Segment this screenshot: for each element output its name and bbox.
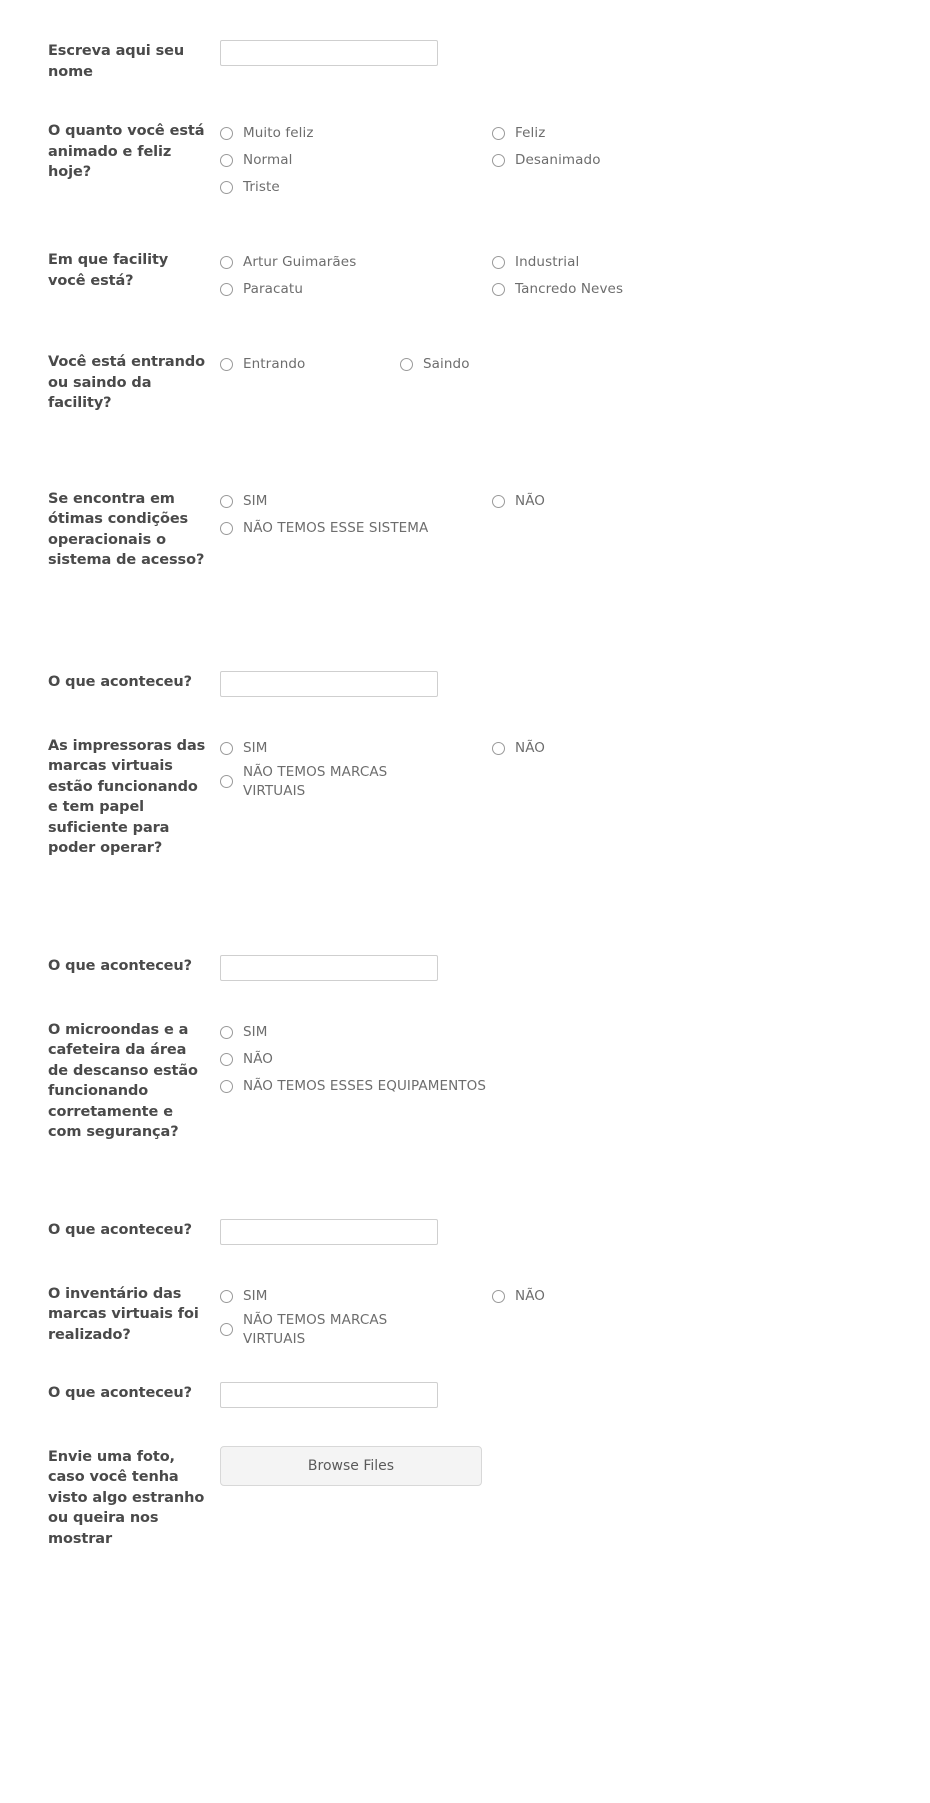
radio-circle-icon[interactable] bbox=[220, 1053, 233, 1066]
question-label: Envie uma foto, caso você tenha visto algo estranho ou queira nos mostrar bbox=[48, 1448, 205, 1547]
radio-label: NÃO bbox=[515, 492, 546, 509]
radio-label: NÃO bbox=[515, 739, 546, 756]
radio-option-muito-feliz[interactable] bbox=[220, 120, 492, 147]
radio-column-left bbox=[220, 1283, 492, 1350]
radio-option-nao-temos-marcas-virtuais[interactable] bbox=[220, 762, 492, 802]
question-label: O que aconteceu? bbox=[48, 1384, 192, 1401]
radio-option-saindo[interactable] bbox=[400, 351, 580, 378]
radio-label: Entrando bbox=[243, 356, 306, 372]
radio-label: Industrial bbox=[515, 254, 580, 270]
radio-circle-icon[interactable] bbox=[492, 1290, 505, 1303]
question-what-happened-1 bbox=[0, 671, 930, 697]
radio-circle-icon[interactable] bbox=[220, 1323, 233, 1336]
question-photo-upload bbox=[0, 1446, 930, 1550]
radio-circle-icon[interactable] bbox=[220, 775, 233, 788]
radio-column-left bbox=[220, 1019, 930, 1100]
radio-label: NÃO TEMOS ESSE SISTEMA bbox=[243, 519, 429, 536]
radio-label: Triste bbox=[243, 179, 280, 195]
radio-label: NÃO TEMOS ESSES EQUIPAMENTOS bbox=[243, 1077, 487, 1094]
radio-column-right bbox=[400, 351, 580, 378]
radio-option-triste[interactable] bbox=[220, 174, 492, 201]
radio-label: SIM bbox=[243, 1023, 268, 1040]
radio-circle-icon[interactable] bbox=[220, 742, 233, 755]
radio-option-nao[interactable] bbox=[220, 1046, 930, 1073]
radio-group-mood bbox=[220, 120, 930, 201]
radio-option-paracatu[interactable] bbox=[220, 276, 492, 303]
radio-option-nao-temos-marcas-virtuais[interactable] bbox=[220, 1310, 492, 1350]
what-happened-input-3[interactable] bbox=[220, 1219, 438, 1245]
radio-column-left bbox=[220, 249, 492, 303]
radio-option-nao[interactable] bbox=[492, 1283, 764, 1310]
question-field bbox=[206, 1019, 930, 1100]
radio-column-left bbox=[220, 488, 492, 542]
question-label: Em que facility você está? bbox=[48, 252, 169, 289]
question-field bbox=[206, 488, 930, 542]
question-what-happened-4 bbox=[0, 1382, 930, 1408]
radio-circle-icon[interactable] bbox=[220, 522, 233, 535]
radio-label: NÃO bbox=[515, 1287, 546, 1304]
question-label: O quanto você está animado e feliz hoje? bbox=[48, 123, 205, 180]
radio-circle-icon[interactable] bbox=[492, 154, 505, 167]
radio-label: SIM bbox=[243, 492, 268, 509]
radio-circle-icon[interactable] bbox=[492, 283, 505, 296]
question-label: O microondas e a cafeteira da área de descanso estão funcionando corretamente e com segurança? bbox=[48, 1021, 198, 1140]
radio-circle-icon[interactable] bbox=[220, 1290, 233, 1303]
radio-column-left bbox=[220, 735, 492, 802]
question-printers bbox=[0, 735, 930, 859]
question-field bbox=[206, 1382, 930, 1408]
radio-group-facility bbox=[220, 249, 930, 303]
radio-circle-icon[interactable] bbox=[220, 1026, 233, 1039]
radio-circle-icon[interactable] bbox=[492, 742, 505, 755]
question-label: O que aconteceu? bbox=[48, 1221, 192, 1238]
browse-files-button[interactable]: Browse Files bbox=[220, 1446, 482, 1486]
question-label: O que aconteceu? bbox=[48, 673, 192, 690]
radio-option-sim[interactable] bbox=[220, 488, 492, 515]
question-name bbox=[0, 40, 930, 82]
radio-circle-icon[interactable] bbox=[220, 181, 233, 194]
radio-label: Muito feliz bbox=[243, 125, 314, 141]
question-what-happened-3 bbox=[0, 1219, 930, 1245]
radio-circle-icon[interactable] bbox=[220, 256, 233, 269]
question-access-system bbox=[0, 488, 930, 571]
radio-label: Desanimado bbox=[515, 152, 601, 168]
radio-option-entrando[interactable] bbox=[220, 351, 400, 378]
radio-column-right bbox=[492, 735, 764, 802]
question-entering-leaving bbox=[0, 351, 930, 414]
radio-label: Tancredo Neves bbox=[515, 281, 624, 297]
radio-option-tancredo-neves[interactable] bbox=[492, 276, 764, 303]
radio-label: SIM bbox=[243, 1287, 268, 1304]
question-field bbox=[206, 671, 930, 697]
radio-label: Saindo bbox=[423, 356, 470, 372]
radio-circle-icon[interactable] bbox=[220, 283, 233, 296]
radio-option-normal[interactable] bbox=[220, 147, 492, 174]
question-field bbox=[206, 735, 930, 802]
radio-group-access-system bbox=[220, 488, 930, 542]
question-field bbox=[206, 40, 930, 66]
radio-circle-icon[interactable] bbox=[400, 358, 413, 371]
radio-column-right bbox=[492, 120, 764, 201]
radio-option-feliz[interactable] bbox=[492, 120, 764, 147]
question-label: Você está entrando ou saindo da facility? bbox=[48, 354, 205, 411]
radio-circle-icon[interactable] bbox=[220, 154, 233, 167]
radio-label: SIM bbox=[243, 739, 268, 756]
radio-option-nao[interactable] bbox=[492, 735, 764, 762]
question-label: Se encontra em ótimas condições operacionais o sistema de acesso? bbox=[48, 490, 205, 568]
radio-option-industrial[interactable] bbox=[492, 249, 764, 276]
name-input[interactable] bbox=[220, 40, 438, 66]
question-field bbox=[206, 120, 930, 201]
question-microwave-coffee bbox=[0, 1019, 930, 1143]
radio-option-nao[interactable] bbox=[492, 488, 764, 515]
radio-column-right bbox=[492, 1283, 764, 1350]
radio-column-right bbox=[492, 488, 764, 542]
radio-option-artur-guimaraes[interactable] bbox=[220, 249, 492, 276]
radio-group-microwave-coffee bbox=[220, 1019, 930, 1100]
question-inventory bbox=[0, 1283, 930, 1350]
radio-column-left bbox=[220, 351, 400, 378]
question-field bbox=[206, 249, 930, 303]
radio-option-desanimado[interactable] bbox=[492, 147, 764, 174]
radio-column-right bbox=[492, 249, 764, 303]
radio-label: Normal bbox=[243, 152, 293, 168]
radio-circle-icon[interactable] bbox=[220, 495, 233, 508]
radio-option-nao-temos-esse-sistema[interactable] bbox=[220, 515, 492, 542]
question-label: O que aconteceu? bbox=[48, 957, 192, 974]
radio-column-left bbox=[220, 120, 492, 201]
radio-label: NÃO TEMOS MARCAS VIRTUAIS bbox=[243, 1311, 388, 1347]
radio-label: NÃO TEMOS MARCAS VIRTUAIS bbox=[243, 763, 388, 799]
what-happened-input-2[interactable] bbox=[220, 955, 438, 981]
question-field bbox=[206, 351, 930, 378]
question-field bbox=[206, 1446, 930, 1486]
what-happened-input-4[interactable] bbox=[220, 1382, 438, 1408]
radio-circle-icon[interactable] bbox=[492, 127, 505, 140]
radio-circle-icon[interactable] bbox=[220, 1080, 233, 1093]
radio-option-nao-temos-esses-equipamentos[interactable] bbox=[220, 1073, 930, 1100]
question-field bbox=[206, 1283, 930, 1350]
radio-group-entering-leaving bbox=[220, 351, 930, 378]
radio-circle-icon[interactable] bbox=[220, 127, 233, 140]
question-field bbox=[206, 1219, 930, 1245]
question-what-happened-2 bbox=[0, 955, 930, 981]
radio-group-printers bbox=[220, 735, 930, 802]
question-label: O inventário das marcas virtuais foi realizado? bbox=[48, 1285, 199, 1343]
radio-group-inventory bbox=[220, 1283, 930, 1350]
radio-circle-icon[interactable] bbox=[492, 256, 505, 269]
radio-circle-icon[interactable] bbox=[220, 358, 233, 371]
question-label: As impressoras das marcas virtuais estão funcionando e tem papel suficiente para poder operar? bbox=[48, 737, 206, 856]
radio-label: Paracatu bbox=[243, 281, 303, 297]
radio-label: Artur Guimarães bbox=[243, 254, 357, 270]
radio-label: Feliz bbox=[515, 125, 546, 141]
radio-circle-icon[interactable] bbox=[492, 495, 505, 508]
radio-option-sim[interactable] bbox=[220, 1019, 930, 1046]
question-mood bbox=[0, 120, 930, 201]
question-label: Escreva aqui seu nome bbox=[48, 43, 185, 80]
radio-label: NÃO bbox=[243, 1050, 274, 1067]
question-facility bbox=[0, 249, 930, 303]
question-field bbox=[206, 955, 930, 981]
radio-option-sim[interactable] bbox=[220, 735, 492, 762]
what-happened-input-1[interactable] bbox=[220, 671, 438, 697]
radio-option-sim[interactable] bbox=[220, 1283, 492, 1310]
